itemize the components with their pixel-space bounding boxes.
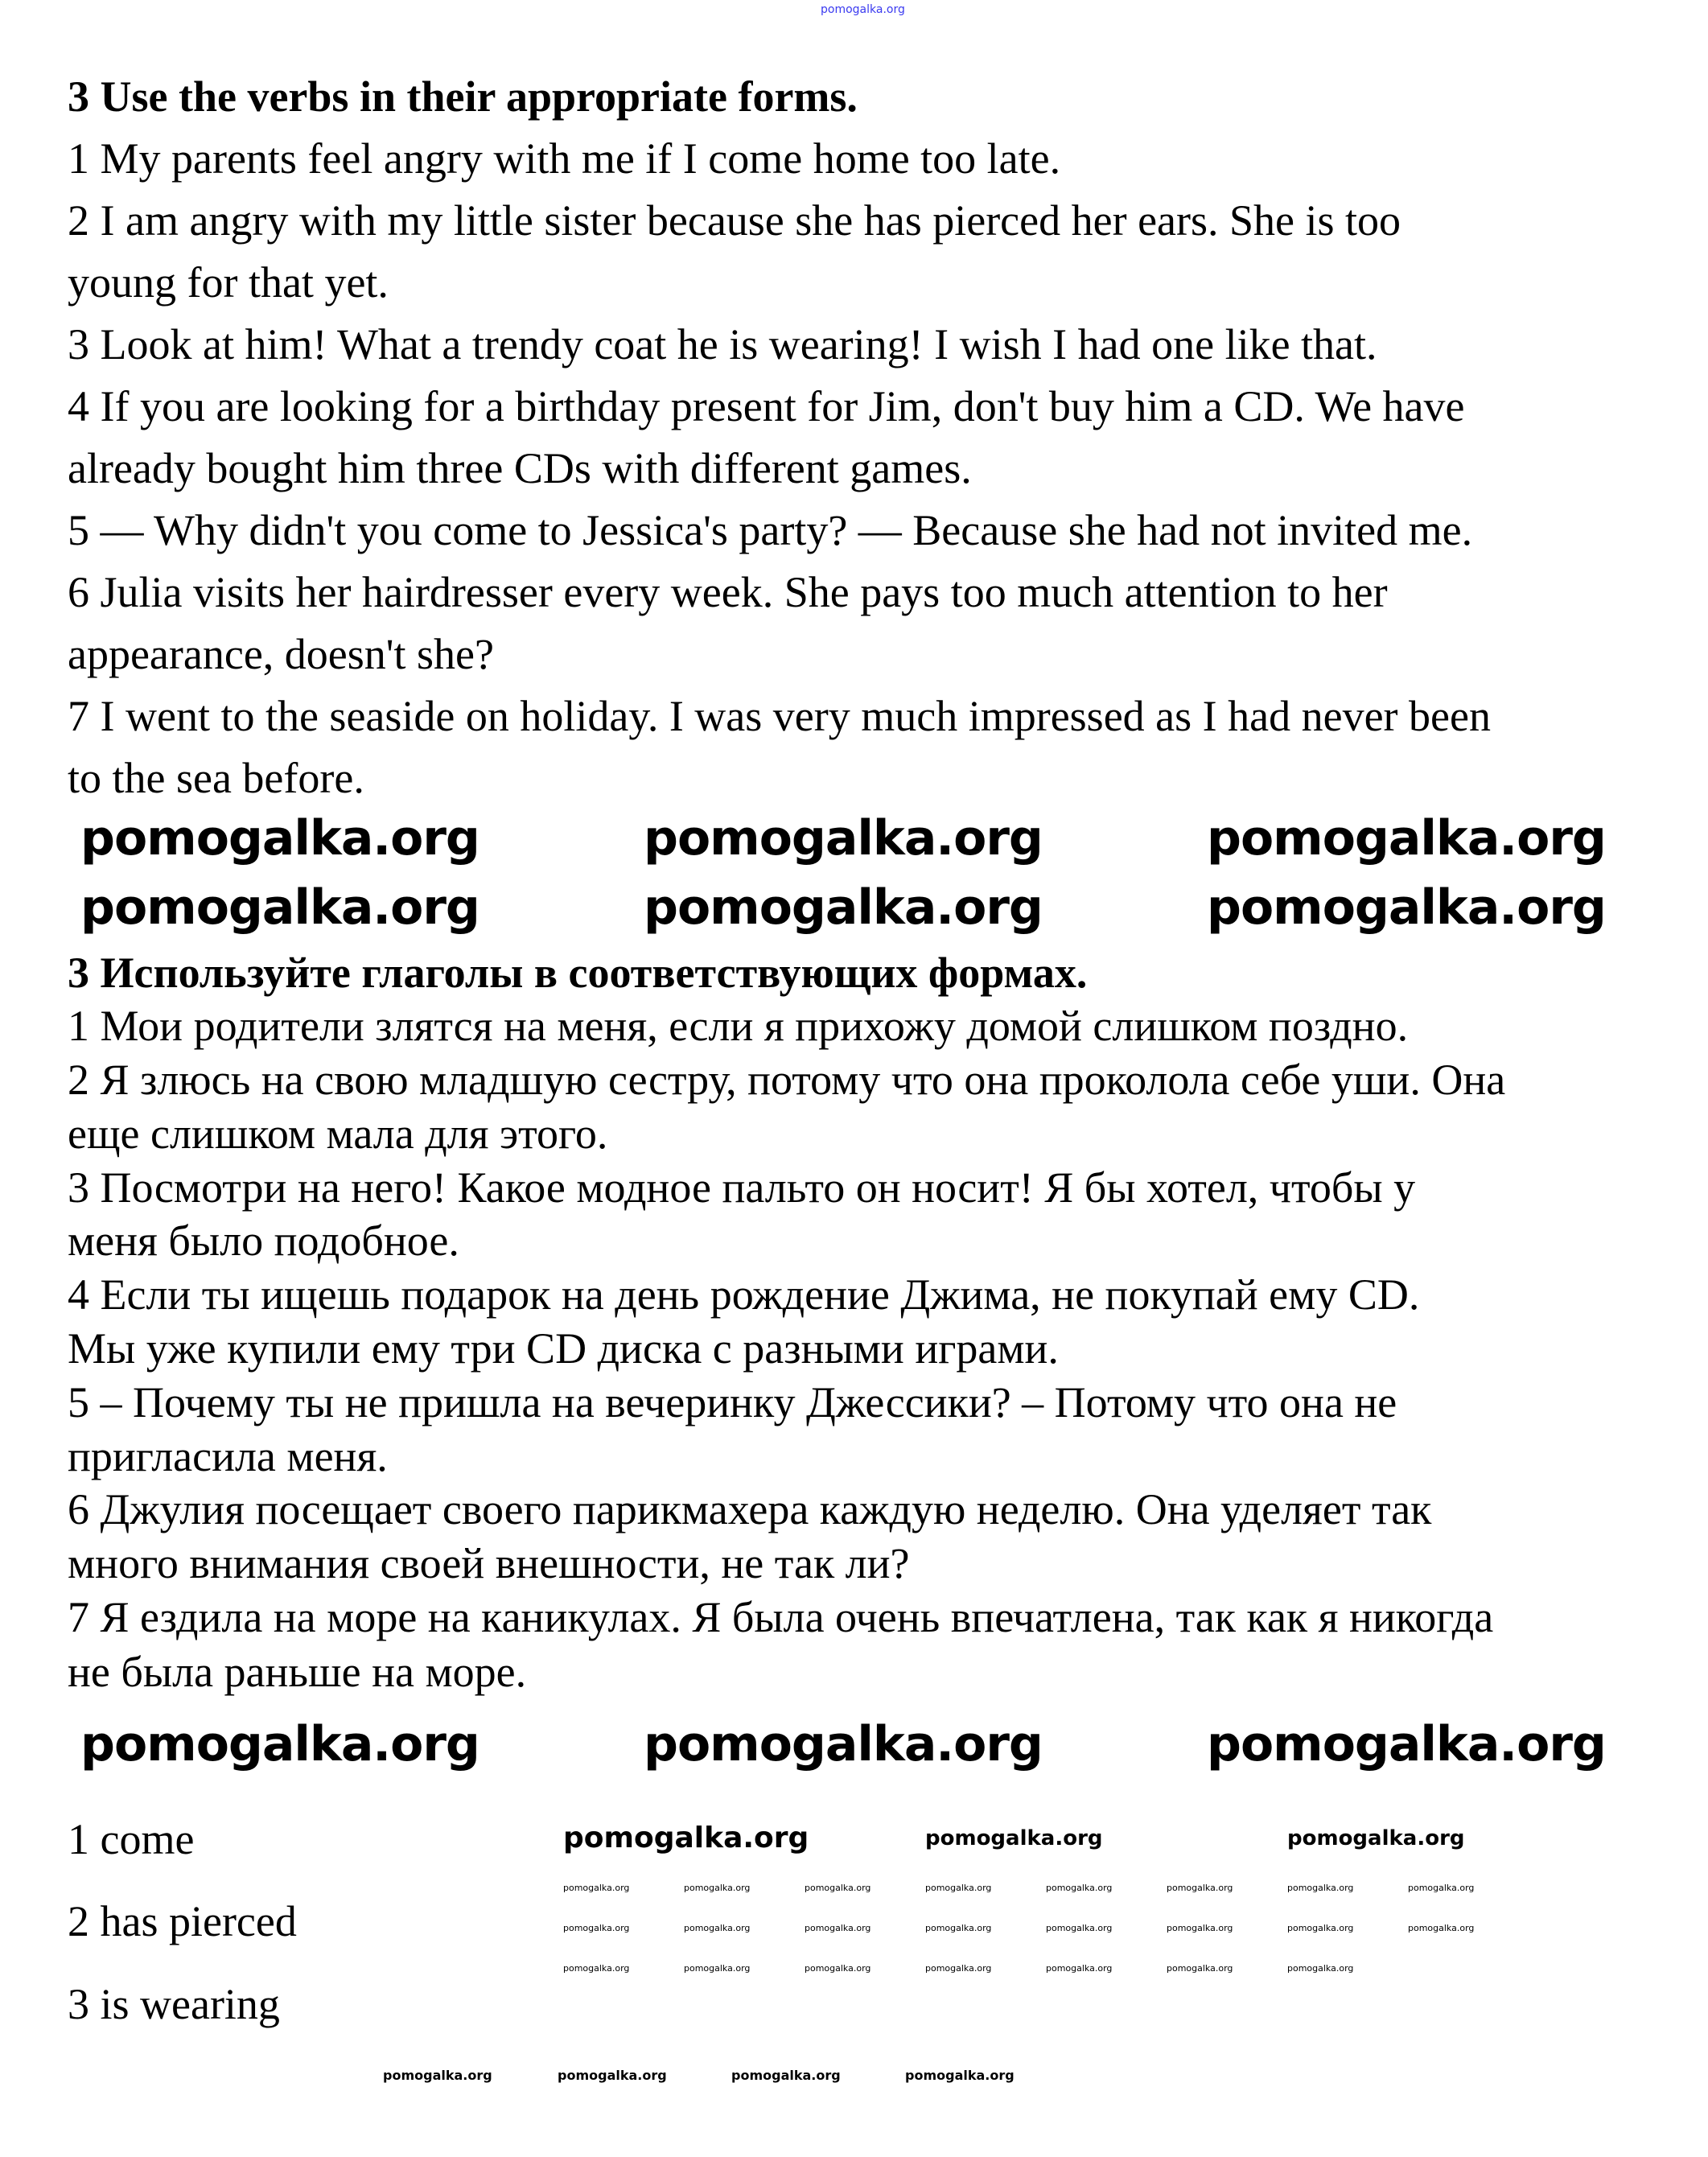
- russian-line: 7 Я ездила на море на каникулах. Я была очень впечатлена, так как я никогда: [68, 1593, 1494, 1641]
- watermark: pomogalka.org: [1167, 1923, 1233, 1933]
- russian-line: пригласила меня.: [68, 1432, 388, 1480]
- watermark: pomogalka.org: [925, 1826, 1103, 1850]
- watermark: pomogalka.org: [80, 1716, 479, 1772]
- watermark: pomogalka.org: [1207, 1716, 1606, 1772]
- english-line: 3 Look at him! What a trendy coat he is wearing! I wish I had one like that.: [68, 320, 1377, 368]
- watermark: pomogalka.org: [1207, 879, 1606, 936]
- watermark: pomogalka.org: [1287, 1883, 1354, 1893]
- english-line: young for that yet.: [68, 258, 389, 307]
- russian-line: 6 Джулия посещает своего парикмахера каждую неделю. Она уделяет так: [68, 1485, 1432, 1533]
- watermark: pomogalka.org: [80, 810, 479, 867]
- russian-line: Мы уже купили ему три CD диска с разными играми.: [68, 1324, 1059, 1373]
- answer-item: 2 has pierced: [68, 1897, 297, 1945]
- watermark: pomogalka.org: [731, 2068, 841, 2083]
- answer-item: 3 is wearing: [68, 1980, 280, 2028]
- watermark: pomogalka.org: [80, 879, 479, 936]
- russian-line: не была раньше на море.: [68, 1648, 527, 1696]
- english-line: appearance, doesn't she?: [68, 630, 494, 678]
- english-line: 2 I am angry with my little sister because she has pierced her ears. She is too: [68, 196, 1401, 245]
- watermark: pomogalka.org: [644, 879, 1043, 936]
- english-line: to the sea before.: [68, 754, 364, 802]
- watermark: pomogalka.org: [805, 1963, 871, 1974]
- english-line: 4 If you are looking for a birthday present for Jim, don't buy him a CD. We have: [68, 382, 1465, 430]
- watermark: pomogalka.org: [1046, 1883, 1113, 1893]
- watermark: pomogalka.org: [383, 2068, 492, 2083]
- watermark: pomogalka.org: [563, 1923, 630, 1933]
- english-line: already bought him three CDs with different games.: [68, 444, 972, 492]
- watermark: pomogalka.org: [1408, 1883, 1475, 1893]
- english-heading: 3 Use the verbs in their appropriate forms.: [68, 72, 858, 121]
- english-line: 5 — Why didn't you come to Jessica's party? — Because she had not invited me.: [68, 506, 1473, 554]
- watermark: pomogalka.org: [684, 1963, 751, 1974]
- watermark: pomogalka.org: [1287, 1963, 1354, 1974]
- russian-heading: 3 Используйте глаголы в соответствующих формах.: [68, 949, 1088, 997]
- russian-line: 2 Я злюсь на свою младшую сестру, потому что она проколола себе уши. Она: [68, 1056, 1506, 1104]
- watermark: pomogalka.org: [1046, 1923, 1113, 1933]
- russian-line: 1 Мои родители злятся на меня, если я прихожу домой слишком поздно.: [68, 1002, 1409, 1050]
- russian-line: 4 Если ты ищешь подарок на день рождение Джима, не покупай ему CD.: [68, 1270, 1420, 1319]
- watermark: pomogalka.org: [684, 1883, 751, 1893]
- watermark: pomogalka.org: [684, 1923, 751, 1933]
- english-line: 6 Julia visits her hairdresser every week. She pays too much attention to her: [68, 568, 1388, 616]
- watermark: pomogalka.org: [925, 1963, 992, 1974]
- watermark: pomogalka.org: [1167, 1963, 1233, 1974]
- watermark: pomogalka.org: [925, 1923, 992, 1933]
- russian-line: 5 – Почему ты не пришла на вечеринку Джессики? – Потому что она не: [68, 1378, 1397, 1426]
- watermark: pomogalka.org: [925, 1883, 992, 1893]
- russian-line: 3 Посмотри на него! Какое модное пальто он носит! Я бы хотел, чтобы у: [68, 1163, 1416, 1212]
- watermark: pomogalka.org: [905, 2068, 1015, 2083]
- watermark: pomogalka.org: [1408, 1923, 1475, 1933]
- watermark: pomogalka.org: [558, 2068, 667, 2083]
- russian-line: меня было подобное.: [68, 1216, 459, 1265]
- watermark: pomogalka.org: [563, 1822, 809, 1854]
- answer-item: 1 come: [68, 1815, 195, 1863]
- watermark: pomogalka.org: [805, 1883, 871, 1893]
- english-line: 7 I went to the seaside on holiday. I was very much impressed as I had never been: [68, 692, 1491, 740]
- top-watermark: pomogalka.org: [821, 3, 905, 16]
- watermark: pomogalka.org: [644, 810, 1043, 867]
- watermark: pomogalka.org: [563, 1963, 630, 1974]
- russian-line: еще слишком мала для этого.: [68, 1109, 608, 1158]
- watermark: pomogalka.org: [1167, 1883, 1233, 1893]
- watermark: pomogalka.org: [1287, 1826, 1465, 1850]
- watermark: pomogalka.org: [805, 1923, 871, 1933]
- watermark: pomogalka.org: [644, 1716, 1043, 1772]
- english-line: 1 My parents feel angry with me if I come home too late.: [68, 134, 1061, 183]
- watermark: pomogalka.org: [1207, 810, 1606, 867]
- watermark: pomogalka.org: [1287, 1923, 1354, 1933]
- russian-line: много внимания своей внешности, не так ли?: [68, 1539, 910, 1587]
- watermark: pomogalka.org: [563, 1883, 630, 1893]
- watermark: pomogalka.org: [1046, 1963, 1113, 1974]
